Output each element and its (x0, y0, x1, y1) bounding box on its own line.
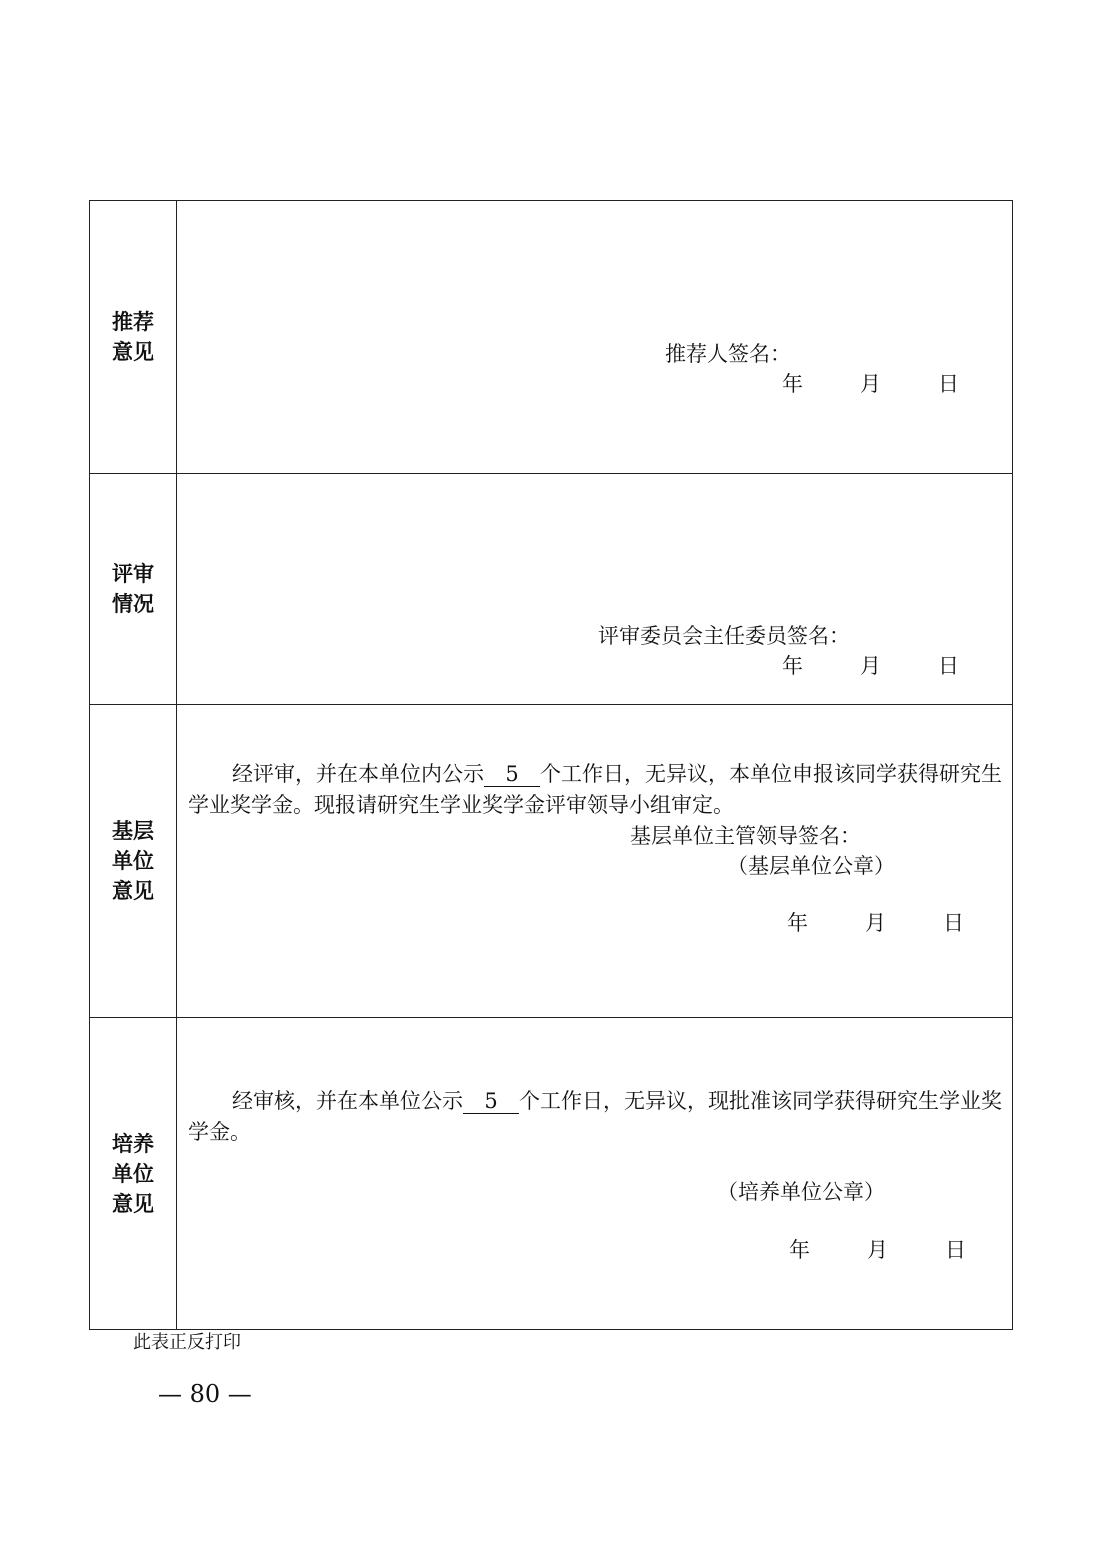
label-line: 基层 (112, 819, 154, 843)
recommendation-label (90, 201, 177, 474)
month-label: 月 (865, 911, 886, 935)
print-double-sided-note: 此表正反打印 (133, 1332, 241, 1353)
label-line: 评审 (112, 562, 154, 586)
day-label: 日 (938, 372, 959, 396)
review-content-cell[interactable] (177, 474, 1013, 705)
year-label: 年 (782, 654, 803, 678)
training-unit-label (90, 1018, 177, 1330)
training-unit-row (90, 1018, 1013, 1330)
date-line (782, 368, 1016, 398)
label-line: 推荐 (112, 310, 154, 334)
opinion-text-start: 经评审，并在本单位内公示 (232, 762, 484, 786)
year-label: 年 (782, 372, 803, 396)
day-label: 日 (945, 1238, 966, 1262)
committee-chair-signature-label: 评审委员会主任委员签名： (598, 624, 850, 648)
label-line: 培养 (112, 1131, 154, 1156)
month-label: 月 (860, 654, 881, 678)
date-line (787, 907, 1021, 937)
publicity-days-field[interactable]: 5 (463, 1089, 519, 1114)
label-line: 情况 (112, 592, 154, 616)
day-label: 日 (943, 911, 964, 935)
recommendation-row (90, 201, 1013, 474)
training-unit-seal-label: （培养单位公章） (717, 1180, 885, 1204)
base-unit-label (90, 705, 177, 1018)
label-line: 意见 (112, 340, 154, 364)
training-unit-opinion-text (188, 1086, 1002, 1148)
date-line (782, 650, 1016, 680)
recommender-signature-label: 推荐人签名： (665, 342, 791, 366)
date-line (789, 1234, 1023, 1264)
base-unit-seal-label: （基层单位公章） (727, 854, 895, 878)
month-label: 月 (860, 372, 881, 396)
page-number: — 80 — (158, 1380, 252, 1408)
review-label (90, 474, 177, 705)
publicity-days-field[interactable]: 5 (484, 762, 540, 787)
month-label: 月 (867, 1238, 888, 1262)
label-line: 意见 (112, 1191, 154, 1216)
day-label: 日 (938, 654, 959, 678)
base-unit-content-cell[interactable] (177, 705, 1013, 1018)
opinion-text-start: 经审核，并在本单位公示 (232, 1089, 463, 1113)
label-line: 单位 (112, 849, 154, 873)
review-row (90, 474, 1013, 705)
base-unit-opinion-text (188, 759, 1002, 821)
base-unit-leader-signature-label: 基层单位主管领导签名： (630, 824, 861, 848)
opinion-text-end: 个工作日，无异议，现批准该同学获得研究生学业奖学金。 (188, 1089, 1002, 1144)
year-label: 年 (787, 911, 808, 935)
scholarship-form-table (89, 200, 1013, 1330)
recommendation-content-cell[interactable] (177, 201, 1013, 474)
training-unit-content-cell[interactable] (177, 1018, 1013, 1330)
base-unit-row (90, 705, 1013, 1018)
year-label: 年 (789, 1238, 810, 1262)
label-line: 意见 (112, 879, 154, 903)
opinion-text-end: 个工作日，无异议，本单位申报该同学获得研究生学业奖学金。现报请研究生学业奖学金评审领导小组审定。 (188, 762, 1002, 817)
label-line: 单位 (112, 1161, 154, 1186)
